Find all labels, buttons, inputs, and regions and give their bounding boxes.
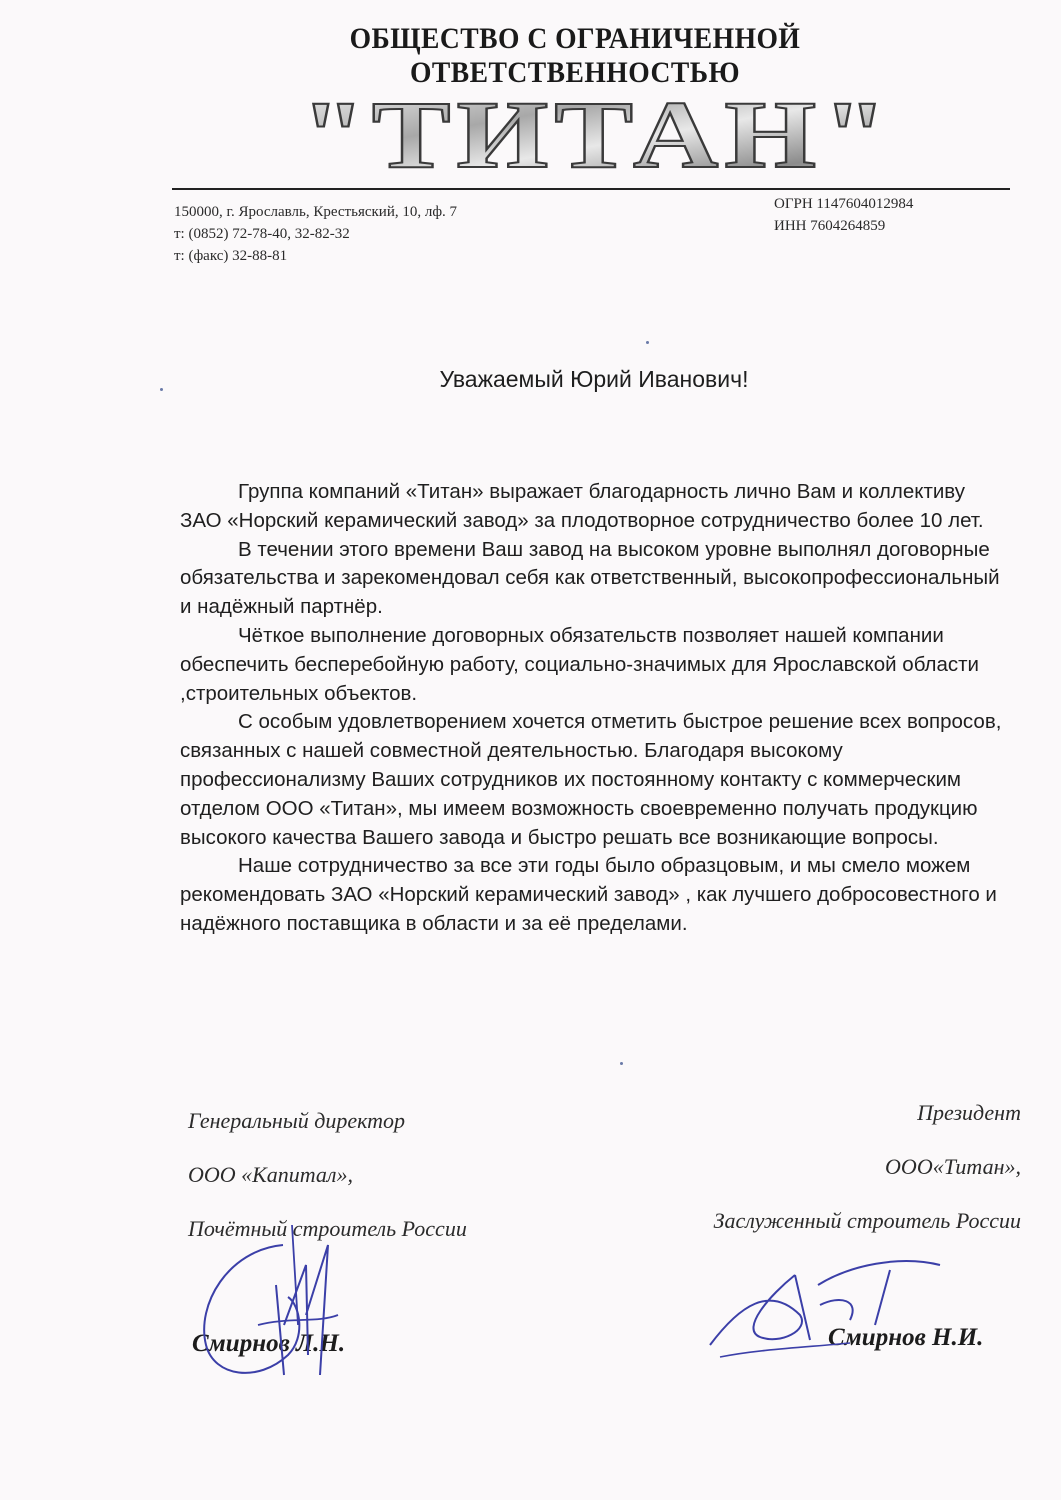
handwritten-signature-left [188, 1205, 368, 1395]
signatory-right-company: ООО«Титан», [885, 1154, 1021, 1179]
letter-body [180, 478, 1010, 939]
scan-speck [620, 1062, 623, 1065]
paragraph: Чёткое выполнение договорных обязательств позволяет нашей компании обеспечить бесперебойную работу, социально-значимых для Ярославской области ,строительных объектов. [180, 623, 979, 705]
signatory-right-honor: Заслуженный строитель России [713, 1208, 1021, 1233]
ogrn: ОГРН 1147604012984 [774, 196, 914, 212]
signatory-left-company: ООО «Капитал», [188, 1162, 354, 1187]
logo-text: "ТИТАН" [300, 81, 894, 189]
paragraph: Наше сотрудничество за все эти годы было образцовым, и мы смело можем рекомендовать ЗАО «Норский керамический завод» , как лучшего добросовестного и надёжного поставщика в области и за её пределами. [180, 854, 997, 935]
paragraph: С особым удовлетворением хочется отметить быстрое решение всех вопросов, связанных с нашей совместной деятельностью. Благодаря высокому профессионализму Ваших сотрудников их постоянному контакту с коммерческим отделом ООО «Титан», мы имеем возможность своевременно получать продукцию высокого качества Вашего завода и быстро решать все возникающие вопросы. [180, 710, 1002, 849]
paragraph: В течении этого времени Ваш завод на высоком уровне выполнял договорные обязательства и зарекомендовал себя как ответственный, высокопрофессиональный и надёжный партнёр. [180, 537, 1000, 619]
signatory-right [714, 1100, 1021, 1262]
signatory-left-honor: Почётный строитель России [188, 1216, 467, 1241]
contacts-block [174, 201, 457, 267]
registration-block [774, 193, 913, 237]
phone: т: (0852) 72-78-40, 32-82-32 [174, 226, 350, 242]
org-title: ОБЩЕСТВО С ОГРАНИЧЕННОЙ ОТВЕТСТВЕННОСТЬЮ [349, 22, 801, 89]
header-divider [172, 188, 1010, 190]
signatory-right-name: Смирнов Н.И. [828, 1324, 984, 1351]
fax: т: (факс) 32-88-81 [174, 248, 288, 264]
inn: ИНН 7604264859 [774, 218, 886, 234]
signatory-left-title: Генеральный директор [188, 1108, 406, 1133]
signatory-right-title: Президент [917, 1100, 1021, 1125]
handwritten-signature-right [700, 1245, 950, 1365]
signatory-left-name: Смирнов Л.Н. [192, 1330, 346, 1357]
titan-logo [182, 70, 1012, 200]
address: 150000, г. Ярославль, Крестьяский, 10, лф. 7 [174, 204, 458, 220]
paragraph: Группа компаний «Титан» выражает благодарность лично Вам и коллективу ЗАО «Норский керамический завод» за плодотворное сотрудничество более 10 лет. [180, 480, 984, 532]
scan-speck [646, 341, 649, 344]
greeting: Уважаемый Юрий Иванович! [439, 366, 749, 392]
scan-speck [160, 388, 163, 391]
